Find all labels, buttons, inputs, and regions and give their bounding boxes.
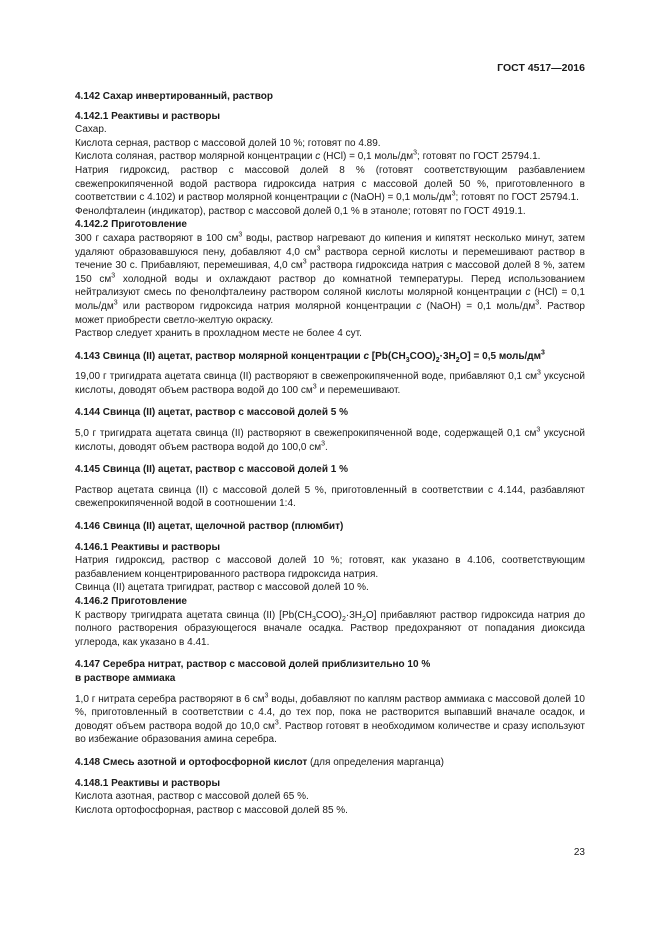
text: 4.143 Свинца (II) ацетат, раствор молярной концентрации (75, 350, 364, 362)
text: 3 (111, 272, 116, 280)
text: [Pb(CH (369, 350, 406, 362)
preparation-4146 (75, 609, 585, 650)
text: 2 (455, 356, 460, 364)
text: 3 (302, 258, 307, 266)
reagent-nitric-acid: Кислота азотная, раствор с массовой долей 65 %. (75, 791, 309, 803)
text: уксусной кислоты, доводят объем раствора водой до 100 см (75, 371, 586, 396)
text: 3 (541, 349, 545, 357)
subsection-4146-1: 4.146.1 Реактивы и растворы (75, 541, 221, 553)
text: 3 (536, 426, 541, 434)
text: 2 (435, 356, 440, 364)
text: 3 (537, 369, 541, 377)
text: ·3H (439, 350, 456, 362)
text: (NaOH) = 0,1 моль/дм (347, 192, 452, 204)
text: 3 (113, 299, 118, 307)
text: 3 (413, 150, 418, 158)
text: O] прибавляют раствор гидроксида натрия до полного растворения образующегося вначале осадка. Раствор предохраняют от попадания диоксида углерода, как указано в 4.41. (75, 609, 586, 648)
subsection-4146-2: 4.146.2 Приготовление (75, 596, 187, 607)
section-title-4142: 4.142 Сахар инвертированный, раствор (75, 91, 273, 102)
text: 3 (311, 615, 316, 623)
text: . Раствор может приобрести светло-желтую окраску. (75, 300, 585, 326)
text: c (416, 300, 422, 312)
subsection-4142-2: 4.142.2 Приготовление (75, 219, 187, 231)
preparation-4142 (75, 232, 585, 327)
section-title-4144: 4.144 Свинца (II) ацетат, раствор с массовой долей 5 % (75, 407, 348, 419)
reagent-phosphoric-acid: Кислота ортофосфорная, раствор с массовой долей 85 %. (75, 804, 348, 816)
text: ; готовят по ГОСТ 25794.1. (455, 192, 579, 204)
text: . (324, 441, 328, 453)
text: воды, добавляют по каплям раствор аммиака с массовой долей 10 %, приготовленный в соответствии с 4.4, до тех пор, пока не растворится выпавший вначале осадок, и доводят объем раствора водой до 10,0 см (75, 693, 585, 732)
text: холодной воды и охлаждают раствор до комнатной температуры. Перед использованием нейтрализуют смесь по фенолфталеину раствором соляной кислоты молярной концентрации (75, 273, 585, 299)
text: К раствору тригидрата ацетата свинца (II) [Pb(CH (75, 609, 312, 621)
text: или раствором гидроксида натрия молярной концентрации (117, 300, 417, 312)
storage-note-4142: Раствор следует хранить в прохладном месте не более 4 сут. (75, 328, 362, 340)
reagent-sodium-hydroxide-10: Натрия гидроксид, раствор с массовой долей 10 %; готовят, как указано в 4.106, соответствующим разбавлением концентрированного раствора гидроксида натрия. (75, 555, 585, 580)
section-title-4145: 4.145 Свинца (II) ацетат, раствор с массовой долей 1 % (75, 464, 348, 476)
reagent-hydrochloric-acid (75, 150, 585, 164)
text: 2 (362, 615, 366, 623)
text: 300 г сахара растворяют в 100 см (75, 232, 239, 244)
text: (для определения марганца) (307, 756, 444, 768)
text: COO) (409, 350, 436, 362)
preparation-4145: Раствор ацетата свинца (II) с массовой долей 5 %, приготовленный в соответствии с 4.144, разбавляют свежепрокипяченной водой в соотношении 1:4. (75, 484, 585, 510)
reagent-lead-acetate: Свинца (II) ацетата тригидрат, раствор с массовой долей 10 %. (75, 582, 369, 594)
text: 3 (535, 299, 540, 307)
text: и перемешивают. (316, 384, 401, 396)
text: 5,0 г тригидрата ацетата свинца (II) растворяют в свежепрокипяченной воде, содержащей 0,1 см (75, 428, 537, 440)
text: ·3H (345, 609, 363, 621)
text: 3 (312, 383, 317, 391)
preparation-4143 (75, 370, 585, 397)
text: раствора серной кислоты и перемешивают раствор в течение 30 с. Прибавляют, перемешивая, 4,0 см (75, 246, 585, 272)
subsection-4142-1: 4.142.1 Реактивы и растворы (75, 110, 221, 122)
text: c (363, 350, 370, 362)
text: раствора гидроксида натрия с массовой долей 8 %, затем 150 см (75, 260, 585, 285)
preparation-4144 (75, 427, 585, 454)
reagent-sodium-hydroxide (75, 164, 585, 205)
text: 3 (264, 692, 269, 700)
text: O] = 0,5 моль/дм (459, 350, 541, 362)
text: Кислота соляная, раствор молярной концентрации (75, 151, 316, 163)
text: 3 (321, 440, 325, 448)
document-body (75, 88, 585, 817)
text: уксусной кислоты, доводят объем раствора водой до 100,0 см (75, 428, 585, 453)
subsection-4148-1: 4.148.1 Реактивы и растворы (75, 777, 221, 789)
text: (NaOH) = 0,1 моль/дм (421, 300, 536, 312)
page-number: 23 (573, 847, 585, 858)
reagent-phenolphthalein: Фенолфталеин (индикатор), раствор с массовой долей 0,1 % в этаноле; готовят по ГОСТ 4919.1. (75, 205, 526, 217)
text: воды, раствор нагревают до кипения и кипятят несколько минут, затем удаляют образовавшуюся пену, добавляют 4,0 см (75, 232, 585, 258)
text: ; готовят по ГОСТ 25794.1. (417, 151, 541, 163)
text: Натрия гидроксид, раствор с массовой долей 8 % (готовят соответствующим разбавлением свежепрокипяченной водой раствора гидроксида натрия с массовой долей 50 %, приготовленного в соответствии с 4.102) и раствор молярной концентрации (75, 164, 585, 204)
text: 1,0 г нитрата серебра растворяют в 6 см (75, 693, 265, 705)
text: 4.148 Смесь азотной и ортофосфорной кислот (75, 756, 308, 768)
section-title-4146: 4.146 Свинца (II) ацетат, щелочной раствор (плюмбит) (75, 521, 344, 533)
text: 3 (238, 231, 243, 239)
section-title-4147: 4.147 Серебра нитрат, раствор с массовой долей приблизительно 10 % (75, 659, 431, 671)
section-title-4148 (75, 756, 585, 770)
text: c (342, 192, 348, 204)
text: 3 (316, 245, 321, 253)
reagent-sulfuric-acid: Кислота серная, раствор с массовой долей 10 %; готовят по 4.89. (75, 137, 381, 149)
text: (HCl) = 0,1 моль/дм (320, 151, 414, 163)
text: 2 (341, 615, 346, 623)
text: c (315, 151, 321, 163)
reagent-sugar: Сахар. (75, 124, 107, 136)
text: 3 (451, 190, 456, 198)
text: . Раствор готовят в необходимом количестве и сразу используют во избежание образования амина серебра. (75, 720, 585, 746)
document-header: ГОСТ 4517—2016 (497, 62, 585, 74)
section-title-4143 (75, 350, 585, 364)
preparation-4147 (75, 693, 585, 747)
text: 19,00 г тригидрата ацетата свинца (II) растворяют в свежепрокипяченной воде, прибавляют 0,1 см (75, 371, 538, 383)
text: 3 (274, 719, 279, 727)
text: COO) (315, 609, 342, 621)
text: (HCl) = 0,1 моль/дм (75, 287, 585, 312)
section-title-4147-cont: в растворе аммиака (75, 672, 176, 684)
text: 3 (405, 356, 410, 364)
text: c (525, 287, 531, 299)
